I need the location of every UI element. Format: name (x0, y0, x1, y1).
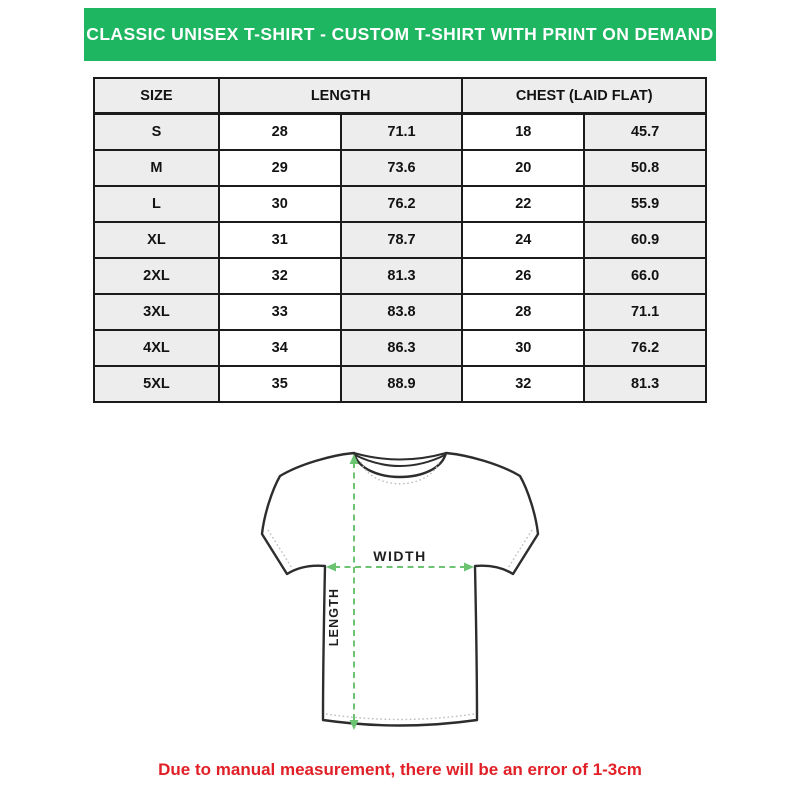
cell-chest-in: 30 (462, 330, 584, 366)
tshirt-diagram (230, 435, 570, 755)
column-header-length: LENGTH (219, 78, 463, 114)
measurement-disclaimer (0, 760, 800, 780)
cell-chest-in: 18 (462, 114, 584, 151)
cell-length-cm: 71.1 (341, 114, 463, 151)
cell-length-cm: 88.9 (341, 366, 463, 402)
cell-length-in: 32 (219, 258, 341, 294)
cell-length-in: 30 (219, 186, 341, 222)
table-row (94, 258, 706, 294)
table-row (94, 186, 706, 222)
cell-length-in: 29 (219, 150, 341, 186)
collar-line-top (354, 453, 446, 460)
cell-size: 4XL (94, 330, 219, 366)
cell-chest-cm: 55.9 (584, 186, 706, 222)
cell-chest-in: 20 (462, 150, 584, 186)
size-table (93, 77, 707, 403)
length-label: LENGTH (327, 587, 341, 647)
cell-size: S (94, 114, 219, 151)
table-row (94, 366, 706, 402)
cell-chest-cm: 60.9 (584, 222, 706, 258)
cell-chest-cm: 50.8 (584, 150, 706, 186)
cell-chest-in: 26 (462, 258, 584, 294)
disclaimer-text: Due to manual measurement, there will be an error of 1-3cm (158, 760, 642, 779)
cell-size: XL (94, 222, 219, 258)
cell-chest-cm: 71.1 (584, 294, 706, 330)
cell-chest-cm: 81.3 (584, 366, 706, 402)
size-table-body (94, 114, 706, 403)
column-header-chest: CHEST (LAID FLAT) (462, 78, 706, 114)
table-row (94, 294, 706, 330)
cell-size: 2XL (94, 258, 219, 294)
cell-length-in: 33 (219, 294, 341, 330)
cell-length-cm: 73.6 (341, 150, 463, 186)
tshirt-outline (262, 453, 538, 726)
cell-chest-in: 28 (462, 294, 584, 330)
width-label: WIDTH (373, 548, 427, 564)
header-row (94, 78, 706, 114)
cell-length-cm: 86.3 (341, 330, 463, 366)
cell-length-in: 35 (219, 366, 341, 402)
cell-length-cm: 81.3 (341, 258, 463, 294)
cell-chest-in: 32 (462, 366, 584, 402)
cell-size: 5XL (94, 366, 219, 402)
column-header-size: SIZE (94, 78, 219, 114)
cell-chest-cm: 45.7 (584, 114, 706, 151)
size-chart (93, 77, 707, 403)
cell-chest-cm: 76.2 (584, 330, 706, 366)
table-row (94, 114, 706, 151)
cell-chest-in: 24 (462, 222, 584, 258)
title-banner (84, 8, 716, 61)
cell-length-in: 34 (219, 330, 341, 366)
table-row (94, 330, 706, 366)
cell-length-cm: 83.8 (341, 294, 463, 330)
cell-length-cm: 78.7 (341, 222, 463, 258)
cell-chest-in: 22 (462, 186, 584, 222)
cell-chest-cm: 66.0 (584, 258, 706, 294)
cell-length-in: 31 (219, 222, 341, 258)
cell-size: 3XL (94, 294, 219, 330)
table-row (94, 222, 706, 258)
cell-length-in: 28 (219, 114, 341, 151)
tshirt-svg (230, 435, 570, 755)
cell-size: L (94, 186, 219, 222)
page-title: CLASSIC UNISEX T-SHIRT - CUSTOM T-SHIRT WITH PRINT ON DEMAND (86, 24, 714, 44)
cell-size: M (94, 150, 219, 186)
cell-length-cm: 76.2 (341, 186, 463, 222)
table-row (94, 150, 706, 186)
